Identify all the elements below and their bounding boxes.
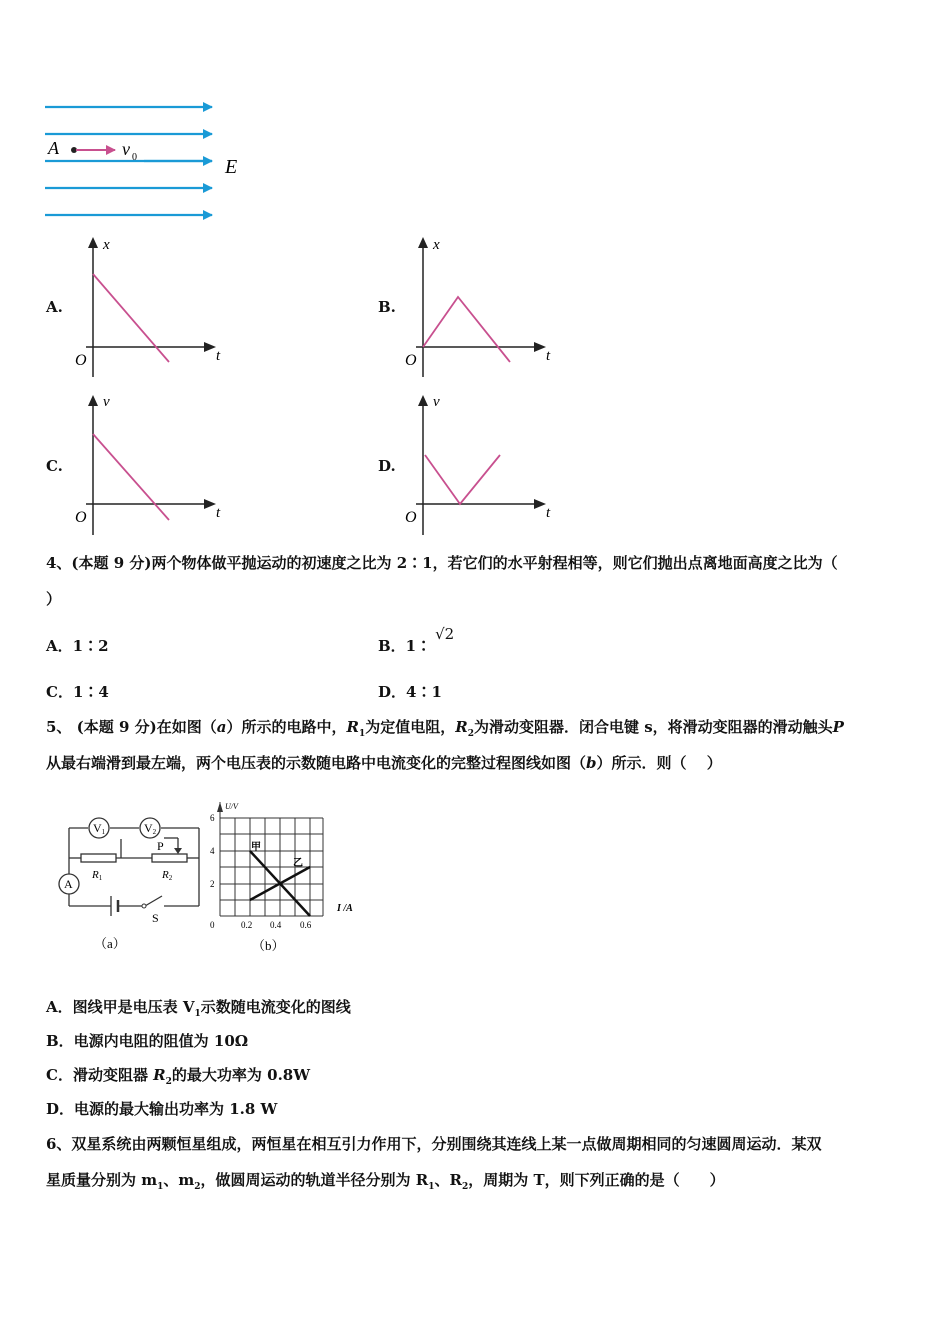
q5-option-a[interactable]: A．图线甲是电压表 $V_1$示数随电流变化的图线: [46, 998, 351, 1019]
y-tick-6: 6: [210, 813, 215, 823]
r2-label: R2: [162, 869, 173, 882]
figure-a-caption: （a）: [94, 936, 126, 951]
velocity-subscript: 0: [132, 152, 137, 163]
graph-line: [425, 455, 500, 504]
x-axis-label: t: [546, 348, 551, 364]
y-tick-2: 2: [210, 879, 215, 889]
x-axis-arrow: [534, 342, 546, 352]
x-tick-0.4: 0.4: [270, 920, 282, 930]
option-b-label[interactable]: B.: [378, 298, 396, 316]
q6-stem-line2: 星质量分别为 $m_1$、$m_2$，做圆周运动的轨道半径分别为 $R_1$、$R_2$，周期为 T，则下列正确的是（ ）: [46, 1171, 725, 1192]
point-a-label: A: [48, 138, 59, 158]
origin-label: O: [405, 352, 417, 369]
field-e-label: E: [225, 156, 238, 178]
graph-line: [93, 274, 169, 362]
r2-rheostat: [152, 854, 187, 862]
graph-option-c: [66, 390, 236, 540]
y-axis-label: x: [103, 237, 110, 253]
q5-option-d[interactable]: D．电源的最大输出功率为 1.8 W: [46, 1100, 278, 1118]
r1-label: R1: [92, 869, 103, 882]
x-axis-label: t: [216, 505, 221, 521]
x-axis-arrow: [204, 499, 216, 509]
label-jia: 甲: [251, 842, 261, 853]
origin-label: O: [75, 509, 87, 526]
q4-option-d[interactable]: D．4∶1: [378, 683, 442, 701]
y-axis-arrow: [418, 395, 428, 406]
q5-stem-line2: 从最右端滑到最左端，两个电压表的示数随电路中电流变化的完整过程图线如图（b）所示．则（ ）: [46, 754, 722, 772]
q5-stem-line1: 5、 (本题 9 分)在如图（a）所示的电路中，$R_1$为定值电阻，$R_2$为滑动变阻器．闭合电键 s，将滑动变阻器的滑动触头P: [46, 718, 844, 739]
v2-label: V2: [144, 821, 157, 836]
x-axis-arrow: [204, 342, 216, 352]
x-axis-label: I /A: [337, 903, 353, 914]
graph-option-d: [398, 390, 568, 540]
option-d-label[interactable]: D.: [378, 457, 396, 475]
v1-label: V1: [93, 821, 106, 836]
q4-option-a[interactable]: A．1∶2: [46, 637, 109, 655]
q5-option-c[interactable]: C．滑动变阻器 $R_2$的最大功率为 0.8W: [46, 1066, 311, 1087]
q4-option-b-text: B．1∶: [378, 637, 432, 655]
x-tick-0.2: 0.2: [241, 920, 253, 930]
figure-b-caption: （b）: [252, 938, 285, 953]
origin-label: O: [75, 352, 87, 369]
r1-resistor: [81, 854, 116, 862]
x-axis-arrow: [534, 499, 546, 509]
graph-option-b: [398, 232, 568, 382]
slider-p-label: P: [157, 839, 164, 853]
graph-option-a: [66, 232, 236, 382]
x-axis-label: t: [216, 348, 221, 364]
y-axis-arrow: [88, 237, 98, 248]
y-axis-label: v: [103, 394, 110, 410]
q6-stem-line1: 6、双星系统由两颗恒星组成，两恒星在相互引力作用下，分别围绕其连线上某一点做周期相同的匀速圆周运动．某双: [46, 1135, 822, 1153]
option-a-label[interactable]: A.: [46, 298, 63, 316]
electric-field-figure: [40, 92, 260, 232]
u-i-graph: [200, 800, 365, 960]
q4-option-c[interactable]: C．1∶4: [46, 683, 109, 701]
x-tick-0.6: 0.6: [300, 920, 312, 930]
q4-option-b-sqrt: √2: [435, 625, 455, 643]
q4-stem-line1: 4、(本题 9 分)两个物体做平抛运动的初速度之比为 2∶1，若它们的水平射程相等，则它们抛出点离地面高度之比为（: [46, 554, 838, 572]
switch-contact: [142, 904, 146, 908]
q4-option-b[interactable]: [378, 625, 455, 656]
q5-option-b[interactable]: B．电源内电阻的阻值为 10Ω: [46, 1032, 249, 1050]
ammeter-label: A: [64, 877, 73, 891]
y-axis-arrow: [418, 237, 428, 248]
slider-arrow: [174, 848, 182, 854]
origin-label: O: [405, 509, 417, 526]
x-axis-label: t: [546, 505, 551, 521]
y-axis-label: U/V: [225, 802, 238, 811]
y-tick-0: 0: [210, 920, 215, 930]
graph-line: [423, 297, 510, 362]
velocity-label: v: [122, 139, 130, 159]
option-c-label[interactable]: C.: [46, 457, 63, 475]
switch-label: S: [152, 911, 159, 925]
label-yi: 乙: [293, 858, 303, 869]
y-tick-4: 4: [210, 846, 215, 856]
circuit-diagram: [54, 808, 214, 958]
y-axis-label: x: [433, 237, 440, 253]
q4-stem-line2: ）: [46, 590, 62, 608]
y-axis-arrow: [88, 395, 98, 406]
y-axis-label: v: [433, 394, 440, 410]
graph-line: [93, 434, 169, 520]
